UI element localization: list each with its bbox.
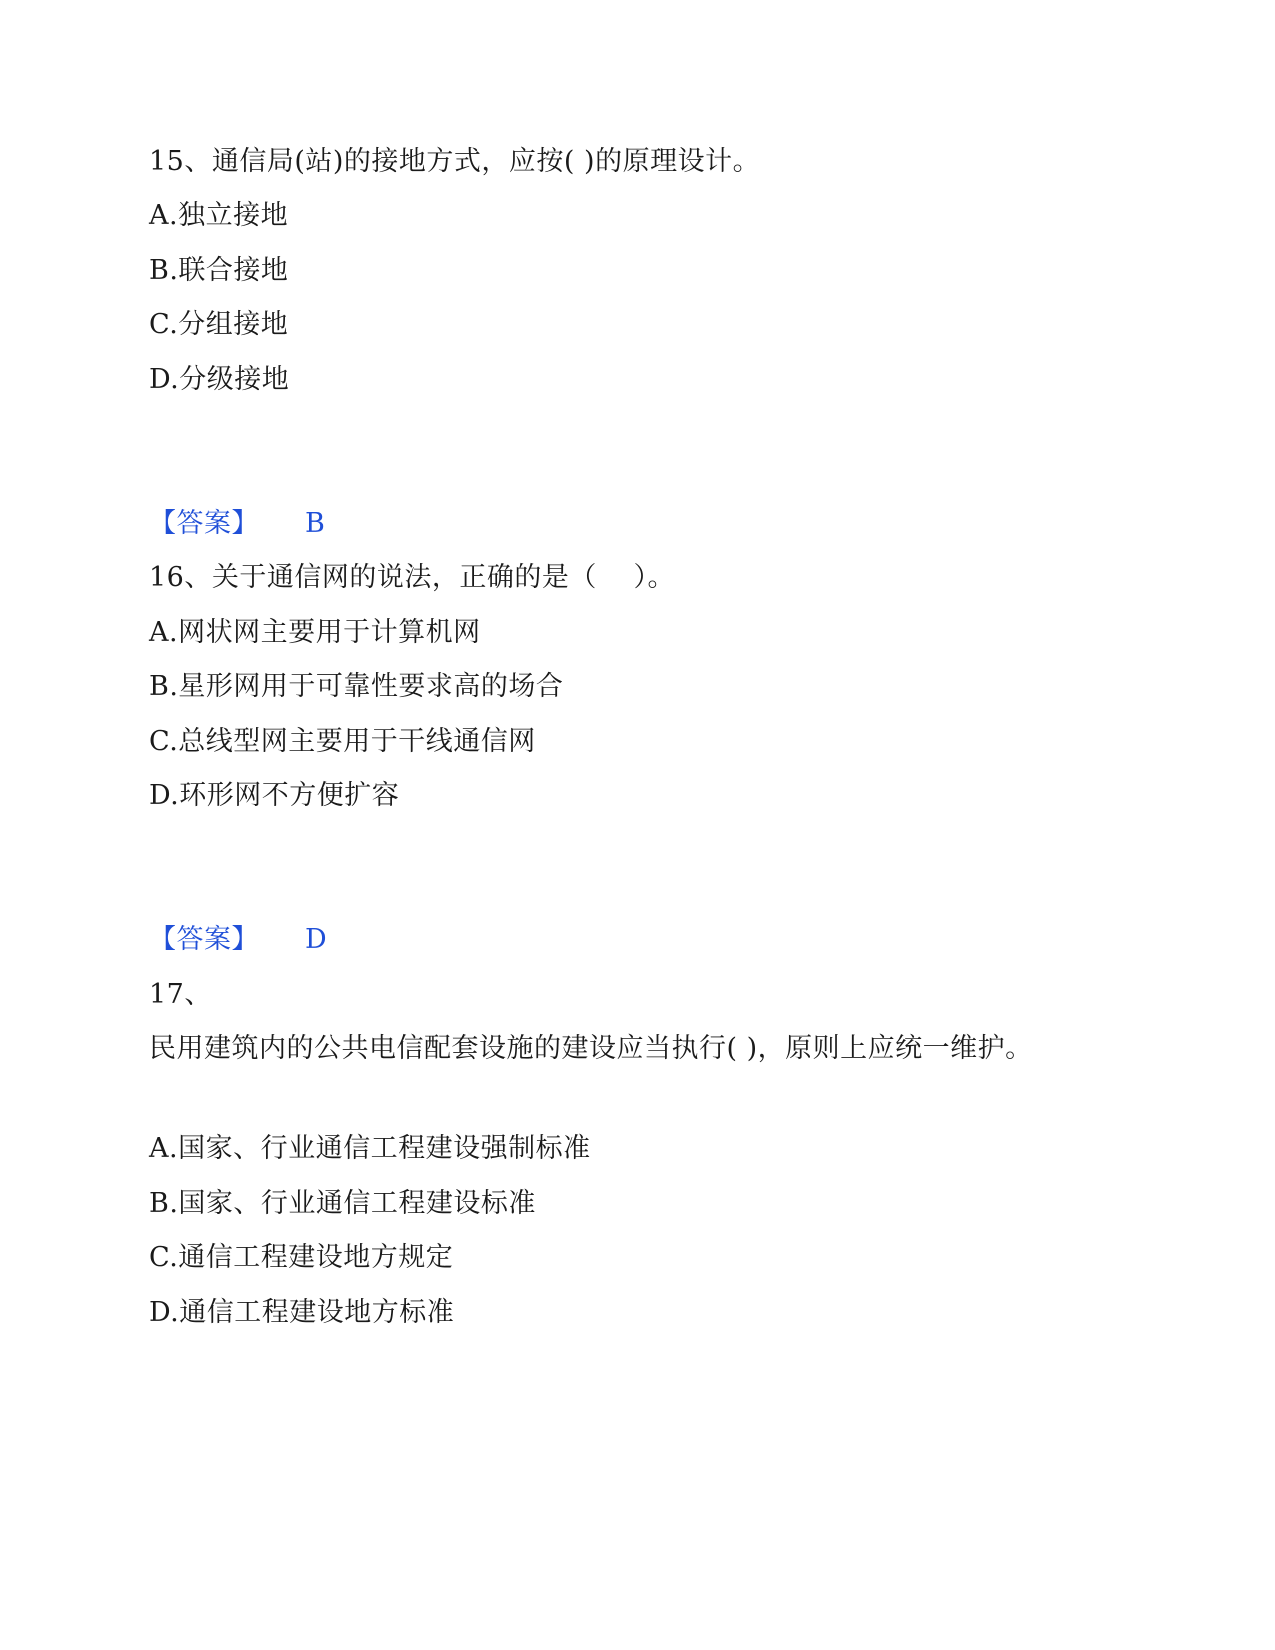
q16-option-d: D.环形网不方便扩容 [149, 780, 400, 811]
q17-number: 17、 [149, 979, 212, 1010]
q16-stem: 16、关于通信网的说法，正确的是（ ）。 [149, 562, 675, 593]
q16-option-b: B.星形网用于可靠性要求高的场合 [149, 671, 564, 702]
q17-option-b: B.国家、行业通信工程建设标准 [149, 1188, 536, 1219]
q16-answer-label: 【答案】 [149, 924, 259, 955]
q16-answer-value: D [305, 924, 328, 955]
q17-stem: 民用建筑内的公共电信配套设施的建设应当执行( )，原则上应统一维护。 [149, 1033, 1033, 1064]
q16-option-c: C.总线型网主要用于干线通信网 [149, 726, 536, 757]
q15-option-a: A.独立接地 [149, 200, 289, 231]
q15-option-b: B.联合接地 [149, 255, 289, 286]
q15-option-d: D.分级接地 [149, 364, 290, 395]
q16-option-a: A.网状网主要用于计算机网 [149, 617, 481, 648]
q15-answer-label: 【答案】 [149, 508, 259, 539]
q15-answer-value: B [305, 508, 326, 539]
q15-answer [149, 507, 325, 541]
q17-option-c: C.通信工程建设地方规定 [149, 1242, 454, 1273]
q15-stem: 15、通信局(站)的接地方式，应按( )的原理设计。 [149, 146, 761, 177]
q15-option-c: C.分组接地 [149, 309, 289, 340]
q16-answer [149, 923, 327, 957]
q17-option-a: A.国家、行业通信工程建设强制标准 [149, 1133, 591, 1164]
q17-option-d: D.通信工程建设地方标准 [149, 1297, 455, 1328]
